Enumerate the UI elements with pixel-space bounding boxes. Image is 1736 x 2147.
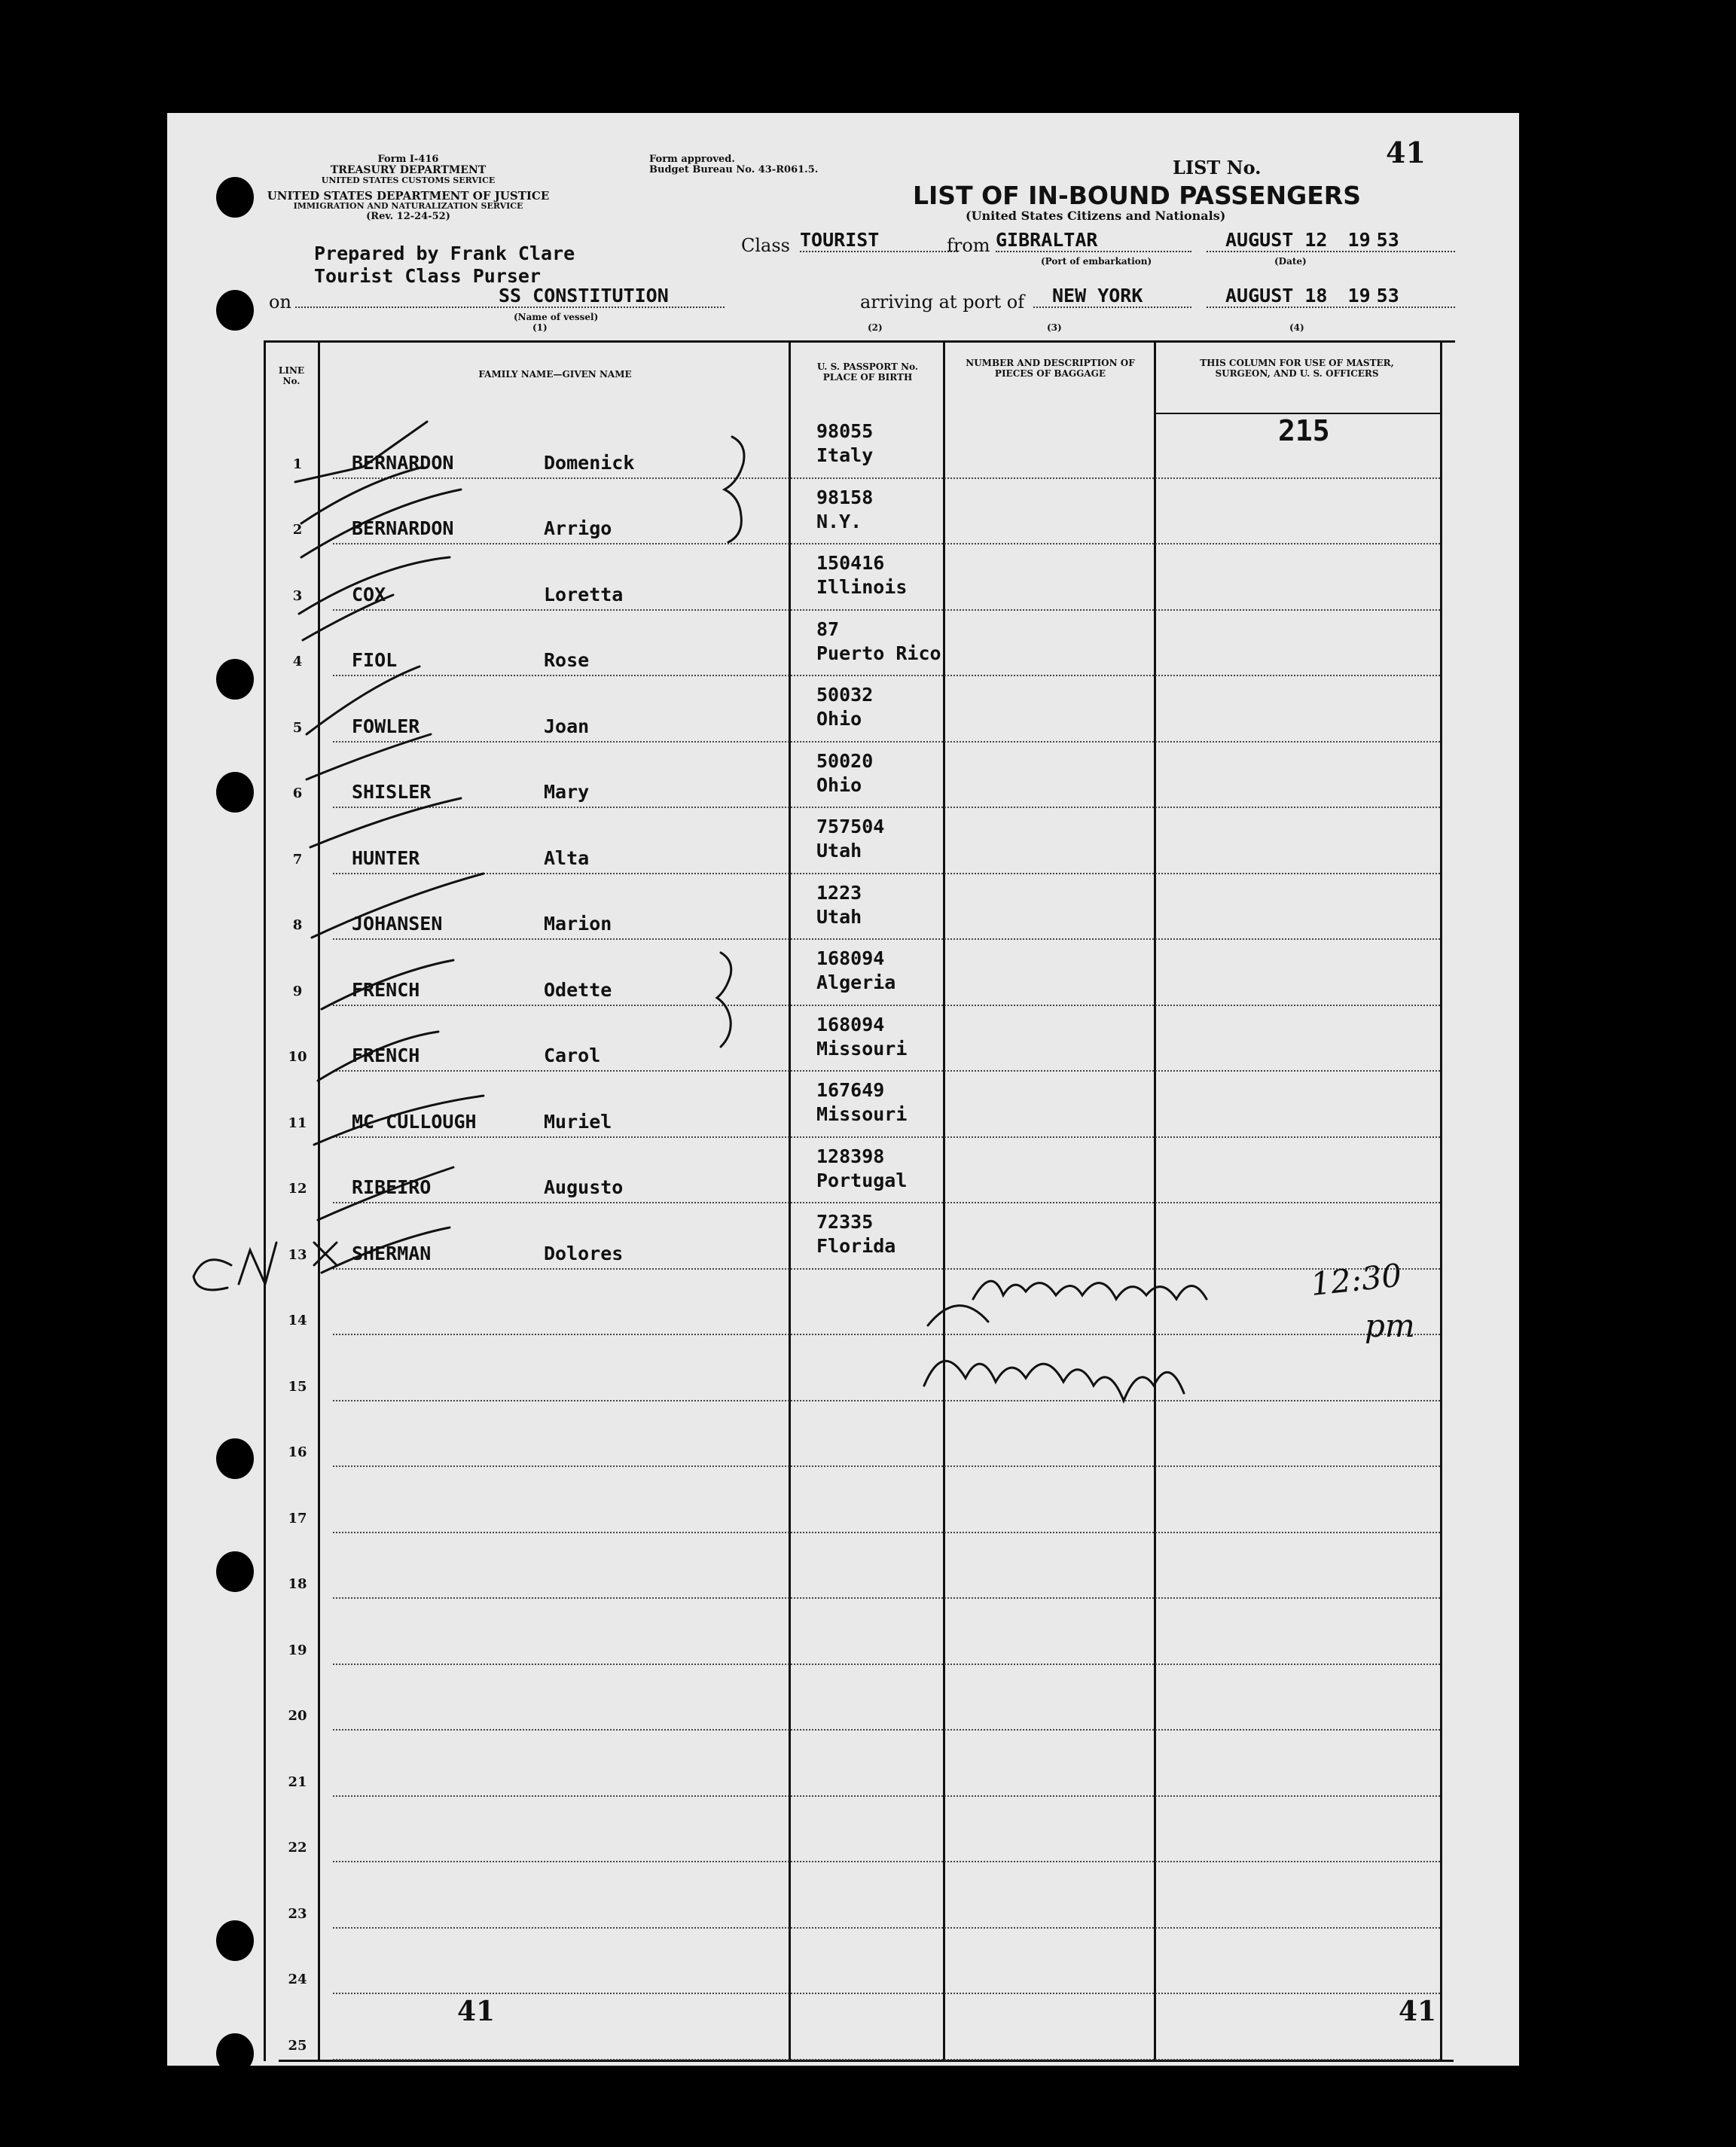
- line-number: 19: [288, 1642, 307, 1658]
- list-number: 41: [1386, 136, 1426, 169]
- arrival-year-prefix: 19: [1347, 285, 1371, 306]
- family-name: BERNARDON: [352, 517, 454, 539]
- place-of-birth: Ohio: [816, 708, 862, 730]
- footer-list-number-right: 41: [1399, 1996, 1437, 2027]
- vessel-caption: (Name of vessel): [514, 312, 599, 322]
- time-note: 12:30: [1308, 1256, 1404, 1303]
- passport-number: 98055: [816, 420, 874, 442]
- line-number: 10: [288, 1049, 307, 1065]
- page-subtitle: (United States Citizens and Nationals): [966, 209, 1226, 223]
- line-number: 13: [288, 1246, 307, 1263]
- check-mark: [307, 666, 420, 734]
- departure-year-prefix: 19: [1347, 229, 1371, 251]
- line-number: 9: [292, 983, 303, 999]
- passport-number: 98158: [816, 486, 874, 508]
- check-mark: [314, 1096, 484, 1145]
- place-of-birth: Algeria: [816, 971, 896, 993]
- passport-number: 167649: [816, 1079, 885, 1101]
- place-of-birth: Portugal: [816, 1169, 908, 1191]
- port-embarkation-caption: (Port of embarkation): [1041, 256, 1152, 267]
- passport-number: 87: [816, 618, 840, 640]
- arriving-label: arriving at port of: [860, 291, 1025, 313]
- given-name: Domenick: [544, 451, 635, 474]
- check-mark: [295, 422, 427, 482]
- line-number: 25: [288, 2037, 307, 2054]
- port-of-embarkation: GIBRALTAR: [996, 229, 1191, 252]
- class-value: TOURIST: [800, 229, 958, 252]
- check-mark: [310, 798, 461, 847]
- family-brace: [717, 953, 731, 1047]
- line-number: 18: [288, 1576, 307, 1592]
- place-of-birth: Florida: [816, 1235, 896, 1257]
- family-name: JOHANSEN: [352, 913, 443, 935]
- line-number: 20: [288, 1708, 307, 1724]
- check-mark: [303, 595, 393, 640]
- line-number: 15: [288, 1378, 307, 1395]
- family-name: FOWLER: [352, 715, 420, 737]
- family-brace: [725, 437, 744, 542]
- line-number: 3: [292, 587, 303, 604]
- passport-number: 50020: [816, 749, 874, 772]
- cross-mark: [314, 1243, 337, 1265]
- line-number: 24: [288, 1972, 307, 1987]
- family-name: FRENCH: [352, 1045, 420, 1066]
- given-name: Loretta: [544, 583, 624, 605]
- line-number: 17: [288, 1510, 307, 1526]
- place-of-birth: Missouri: [816, 1103, 908, 1125]
- line-number: 1: [292, 456, 303, 472]
- given-name: Marion: [544, 913, 612, 935]
- col-header-passport: U. S. PASSPORT No. PLACE OF BIRTH: [816, 361, 919, 383]
- form-approved: Form approved.: [649, 154, 735, 165]
- check-mark: [318, 1167, 453, 1220]
- given-name: Augusto: [544, 1176, 624, 1198]
- line-number: 7: [292, 851, 303, 868]
- place-of-birth: N.Y.: [816, 510, 862, 532]
- margin-initials-stroke: [194, 1243, 276, 1290]
- arrival-year: 53: [1376, 285, 1399, 306]
- given-name: Odette: [544, 978, 612, 1001]
- place-of-birth: Missouri: [816, 1037, 908, 1060]
- passport-number: 168094: [816, 1013, 885, 1035]
- passport-number: 1223: [816, 881, 862, 904]
- passport-number: 150416: [816, 552, 885, 574]
- on-label: on: [269, 291, 291, 313]
- passport-number: 50032: [816, 684, 874, 706]
- given-name: Alta: [544, 846, 590, 869]
- place-of-birth: Utah: [816, 905, 862, 928]
- passport-number: 168094: [816, 947, 885, 969]
- departure-year: 53: [1376, 229, 1399, 251]
- line-number: 11: [288, 1115, 307, 1131]
- passport-number: 128398: [816, 1145, 885, 1167]
- line-number: 16: [288, 1444, 307, 1460]
- given-name: Joan: [544, 715, 590, 737]
- date-caption: (Date): [1274, 256, 1307, 267]
- col-num-2: (2): [868, 322, 883, 333]
- family-name: FIOL: [352, 649, 398, 671]
- family-name: FRENCH: [352, 978, 420, 1001]
- place-of-birth: Utah: [816, 840, 862, 862]
- given-name: Dolores: [544, 1242, 624, 1264]
- arrival-date-day: AUGUST 18: [1225, 285, 1328, 306]
- family-name: RIBEIRO: [352, 1176, 432, 1198]
- line-number: 6: [292, 785, 303, 801]
- check-mark: [322, 960, 453, 1009]
- check-mark: [307, 734, 431, 779]
- list-number-label: LIST No.: [1173, 157, 1262, 178]
- from-label: from: [947, 235, 990, 256]
- page-title: LIST OF IN-BOUND PASSENGERS: [913, 181, 1361, 210]
- given-name: Muriel: [544, 1110, 612, 1133]
- place-of-birth: Puerto Rico: [816, 642, 941, 664]
- col-header-name: FAMILY NAME—GIVEN NAME: [478, 369, 632, 380]
- dept-treasury: TREASURY DEPARTMENT: [330, 164, 487, 176]
- margin-initials: CN: [190, 1276, 191, 1277]
- dept-justice: UNITED STATES DEPARTMENT OF JUSTICE: [267, 189, 550, 203]
- family-name: MC CULLOUGH: [352, 1110, 477, 1133]
- family-name: HUNTER: [352, 846, 420, 869]
- line-number: 14: [288, 1313, 307, 1328]
- form-revision: (Rev. 12-24-52): [366, 211, 450, 222]
- col-header-line: LINE No.: [278, 365, 305, 386]
- line-number: 8: [292, 917, 303, 933]
- family-name: BERNARDON: [352, 451, 454, 474]
- passport-number: 72335: [816, 1211, 874, 1233]
- family-name: COX: [352, 583, 386, 605]
- line-number: 22: [288, 1840, 307, 1856]
- form-number: Form I-416: [377, 154, 439, 165]
- line-number: 5: [292, 719, 303, 736]
- place-of-birth: Ohio: [816, 773, 862, 796]
- check-mark: [322, 1228, 450, 1273]
- port-of-arrival: NEW YORK: [1033, 285, 1191, 308]
- col-num-3: (3): [1047, 322, 1062, 333]
- passport-number: 757504: [816, 816, 885, 837]
- prepared-by: Prepared by Frank Clare: [314, 242, 575, 264]
- manifest-sheet: [167, 113, 1519, 2066]
- check-mark: [301, 467, 423, 523]
- col-num-1: (1): [532, 322, 548, 333]
- class-label: Class: [741, 235, 790, 256]
- col-num-4: (4): [1289, 322, 1304, 333]
- vessel-name: SS CONSTITUTION: [295, 285, 725, 308]
- budget-bureau: Budget Bureau No. 43-R061.5.: [649, 164, 819, 175]
- dept-customs: UNITED STATES CUSTOMS SERVICE: [321, 175, 496, 185]
- check-mark: [301, 489, 461, 557]
- given-name: Arrigo: [544, 517, 612, 539]
- officer-signature: [928, 1281, 1207, 1325]
- prepared-title: Tourist Class Purser: [314, 265, 542, 287]
- given-name: Rose: [544, 649, 590, 671]
- check-mark: [299, 557, 450, 614]
- line-number: 21: [288, 1773, 307, 1790]
- handwriting-overlay: [167, 113, 1519, 2066]
- check-mark: [318, 1032, 438, 1081]
- line-number: 4: [292, 654, 303, 669]
- family-name: SHERMAN: [352, 1242, 432, 1264]
- departure-date-day: AUGUST 12: [1225, 229, 1328, 251]
- line-number: 2: [292, 522, 303, 538]
- given-name: Mary: [544, 781, 590, 803]
- line-number: 23: [288, 1905, 307, 1922]
- dept-ins: IMMIGRATION AND NATURALIZATION SERVICE: [293, 201, 523, 211]
- check-mark: [312, 874, 484, 938]
- place-of-birth: Italy: [816, 444, 874, 466]
- officer-count-note: 215: [1278, 414, 1330, 447]
- family-name: SHISLER: [352, 781, 432, 803]
- officer-signature: [924, 1361, 1184, 1401]
- col-header-officers: THIS COLUMN FOR USE OF MASTER, SURGEON, AND U. S. OFFICERS: [1200, 358, 1394, 379]
- footer-list-number-left: 41: [457, 1996, 496, 2027]
- place-of-birth: Illinois: [816, 576, 908, 598]
- line-number: 12: [288, 1181, 307, 1197]
- given-name: Carol: [544, 1045, 601, 1066]
- time-ampm: pm: [1365, 1307, 1415, 1344]
- col-header-baggage: NUMBER AND DESCRIPTION OF PIECES OF BAGGAGE: [966, 358, 1135, 379]
